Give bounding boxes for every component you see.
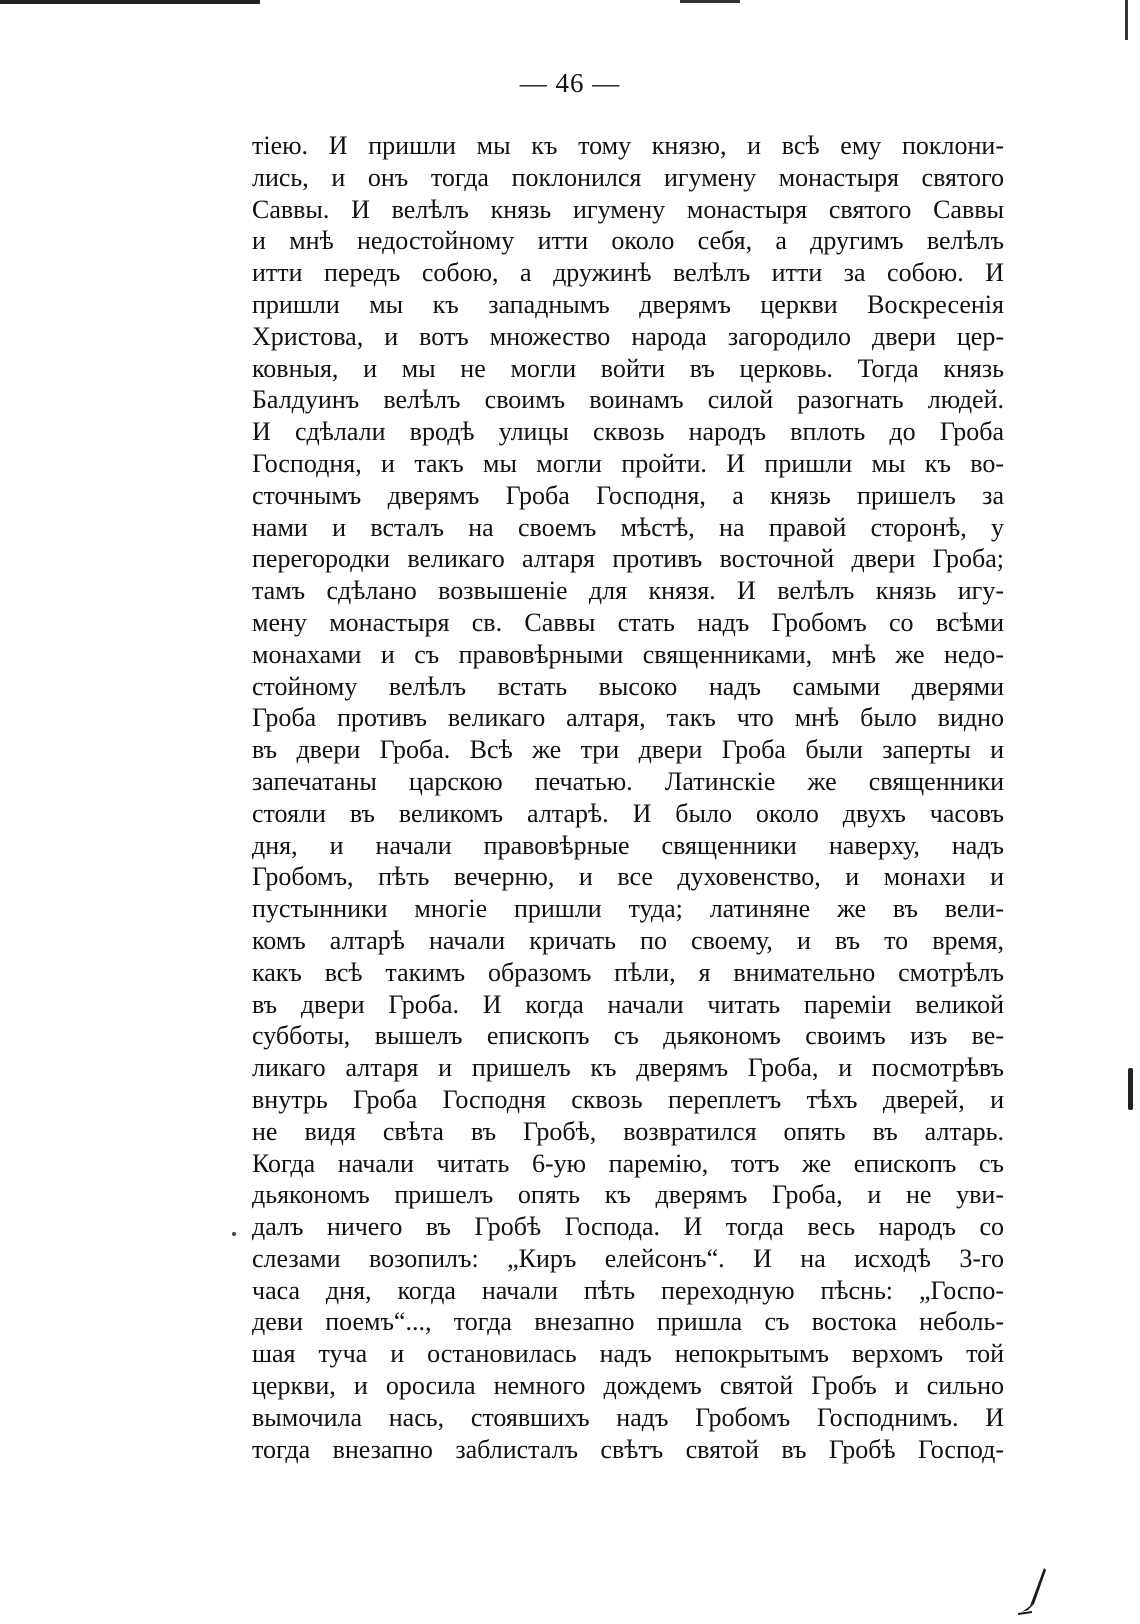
text-line: И сдѣлали вродѣ улицы сквозь народъ вплоть до Гроба [252, 417, 1004, 447]
text-line: мену монастыря св. Саввы стать надъ Гробомъ со всѣми [252, 607, 1004, 637]
text-line: тамъ сдѣлано возвышеніе для князя. И велѣлъ князь игу- [252, 576, 1004, 606]
text-line: вымочила нась, стоявшихъ надъ Гробомъ Господнимъ. И [252, 1402, 1004, 1432]
text-line: пришли мы къ западнымъ дверямъ церкви Воскресенія [252, 289, 1004, 319]
text-line: ликаго алтаря и пришелъ къ дверямъ Гроба, и посмотрѣвъ [252, 1053, 1004, 1083]
text-line: запечатаны царскою печатью. Латинскіе же священники [252, 766, 1004, 796]
text-line: комъ алтарѣ начали кричать по своему, и въ то время, [252, 925, 1004, 955]
text-line: монахами и съ правовѣрными священниками, мнѣ же недо- [252, 639, 1004, 669]
text-line: итти передъ собою, а дружинѣ велѣлъ итти за собою. И [252, 258, 1004, 288]
text-line: Христова, и вотъ множество народа загородило двери цер- [252, 321, 1004, 351]
margin-dot [232, 1232, 236, 1236]
text-line: дьякономъ пришелъ опять къ дверямъ Гроба, и не уви- [252, 1180, 1004, 1210]
text-line: далъ ничего въ Гробѣ Господа. И тогда весь народъ со [252, 1212, 1004, 1242]
text-line: лись, и онъ тогда поклонился игумену монастыря святого [252, 162, 1004, 192]
text-line: не видя свѣта въ Гробѣ, возвратился опять въ алтарь. [252, 1116, 1004, 1146]
text-line: дня, и начали правовѣрные священники наверху, надъ [252, 830, 1004, 860]
scan-edge-rule [0, 0, 260, 4]
pencil-mark [1018, 1566, 1048, 1616]
text-line: Гроба противъ великаго алтаря, такъ что мнѣ было видно [252, 703, 1004, 733]
margin-mark [1128, 1068, 1133, 1110]
text-line: шая туча и остановилась надъ непокрытымъ верхомъ той [252, 1339, 1004, 1369]
text-line: пустынники многіе пришли туда; латиняне же въ вели- [252, 894, 1004, 924]
text-line: субботы, вышелъ епископъ съ дьякономъ своимъ изъ ве- [252, 1021, 1004, 1051]
scan-edge-mark-right [1125, 0, 1128, 40]
text-line: Когда начали читать 6-ую паремію, тотъ же епископъ съ [252, 1148, 1004, 1178]
text-line: ковныя, и мы не могли войти въ церковь. Тогда князь [252, 353, 1004, 383]
text-line: Балдуинъ велѣлъ своимъ воинамъ силой разогнать людей. [252, 385, 1004, 415]
text-line: и мнѣ недостойному итти около себя, а другимъ велѣлъ [252, 226, 1004, 256]
scan-edge-mark [680, 0, 740, 3]
text-line: тогда внезапно заблисталъ свѣтъ святой въ Гробѣ Господ- [252, 1434, 1004, 1464]
text-line: въ двери Гроба. И когда начали читать пареміи великой [252, 989, 1004, 1019]
text-line: сточнымъ дверямъ Гроба Господня, а князь пришелъ за [252, 480, 1004, 510]
text-line: слезами возопилъ: „Киръ елейсонъ“. И на исходѣ 3-го [252, 1243, 1004, 1273]
text-line: стояли въ великомъ алтарѣ. И было около двухъ часовъ [252, 798, 1004, 828]
text-line: Господня, и такъ мы могли пройти. И пришли мы къ во- [252, 448, 1004, 478]
text-line: тіею. И пришли мы къ тому князю, и всѣ ему поклони- [252, 131, 1004, 160]
text-line: стойному велѣлъ встать высоко надъ самыми дверями [252, 671, 1004, 701]
text-line: Саввы. И велѣлъ князь игумену монастыря святого Саввы [252, 194, 1004, 224]
text-line: деви поемъ“..., тогда внезапно пришла съ востока неболь- [252, 1307, 1004, 1337]
text-line: Гробомъ, пѣть вечерню, и все духовенство, и монахи и [252, 862, 1004, 892]
text-line: перегородки великаго алтаря противъ восточной двери Гроба; [252, 544, 1004, 574]
text-line: въ двери Гроба. Всѣ же три двери Гроба были заперты и [252, 735, 1004, 765]
body-text [252, 130, 1004, 1465]
text-line: внутрь Гроба Господня сквозь переплетъ тѣхъ дверей, и [252, 1084, 1004, 1114]
page-number: — 46 — [519, 68, 621, 98]
text-line: какъ всѣ такимъ образомъ пѣли, я внимательно смотрѣлъ [252, 957, 1004, 987]
text-line: церкви, и оросила немного дождемъ святой Гробъ и сильно [252, 1371, 1004, 1401]
text-line: нами и всталъ на своемъ мѣстѣ, на правой сторонѣ, у [252, 512, 1004, 542]
text-line: часа дня, когда начали пѣть переходную пѣснь: „Госпо- [252, 1275, 1004, 1305]
